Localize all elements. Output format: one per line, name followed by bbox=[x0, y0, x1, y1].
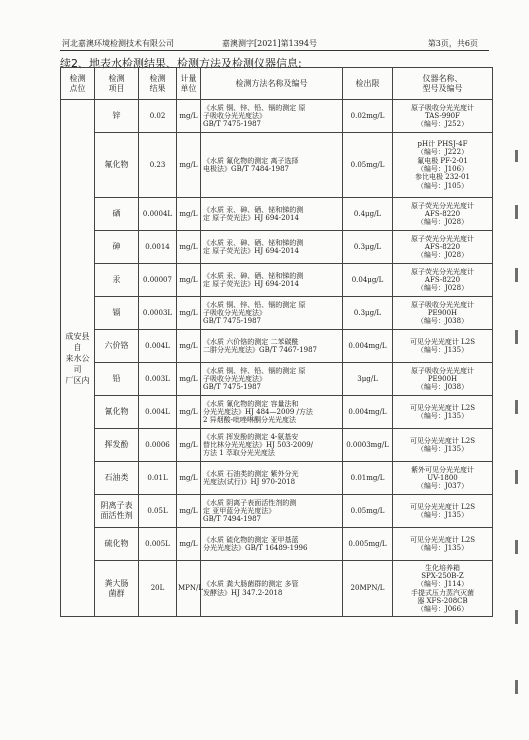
limit-cell: 0.01mg/L bbox=[343, 462, 393, 495]
item-cell: 石油类 bbox=[95, 462, 139, 495]
item-cell: 硒 bbox=[95, 198, 139, 231]
method-cell: 《水质 硫化物的测定 亚甲基蓝 分光光度法》GB/T 16489-1996 bbox=[201, 528, 343, 561]
limit-cell: 0.3μg/L bbox=[343, 231, 393, 264]
item-cell: 粪大肠 菌群 bbox=[95, 561, 139, 617]
table-row bbox=[61, 330, 493, 363]
unit-cell: mg/L bbox=[177, 264, 201, 297]
result-cell: 0.0014 bbox=[139, 231, 177, 264]
header-instrument: 仪器名称、 型号及编号 bbox=[393, 68, 493, 100]
result-cell: 0.003L bbox=[139, 363, 177, 396]
sampling-point: 成安县自 来水公司 厂区内 bbox=[61, 100, 95, 617]
result-cell: 0.02 bbox=[139, 100, 177, 133]
item-cell: 氟化物 bbox=[95, 133, 139, 198]
limit-cell: 20MPN/L bbox=[343, 561, 393, 617]
results-table bbox=[60, 67, 493, 617]
result-cell: 20L bbox=[139, 561, 177, 617]
table-row bbox=[61, 100, 493, 133]
item-cell: 砷 bbox=[95, 231, 139, 264]
instrument-cell: 原子吸收分光光度计 PE900H （编号：J038） bbox=[393, 297, 493, 330]
item-cell: 阴离子表 面活性剂 bbox=[95, 495, 139, 528]
result-cell: 0.005L bbox=[139, 528, 177, 561]
limit-cell: 0.005mg/L bbox=[343, 528, 393, 561]
item-cell: 挥发酚 bbox=[95, 429, 139, 462]
table-row bbox=[61, 561, 493, 617]
unit-cell: mg/L bbox=[177, 495, 201, 528]
header-item: 检测 项目 bbox=[95, 68, 139, 100]
method-cell: 《水质 粪大肠菌群的测定 多管 发酵法》HJ 347.2-2018 bbox=[201, 561, 343, 617]
instrument-cell: 原子吸收分光光度计 PE900H （编号：J038） bbox=[393, 363, 493, 396]
limit-cell: 0.05mg/L bbox=[343, 495, 393, 528]
instrument-cell: 原子荧光分光光度计 AFS-8220 （编号：J028） bbox=[393, 231, 493, 264]
unit-cell: mg/L bbox=[177, 363, 201, 396]
instrument-cell: 原子荧光分光光度计 AFS-8220 （编号：J028） bbox=[393, 198, 493, 231]
result-cell: 0.0003L bbox=[139, 297, 177, 330]
header-result: 检测 结果 bbox=[139, 68, 177, 100]
unit-cell: mg/L bbox=[177, 198, 201, 231]
instrument-cell: 可见分光光度计 L2S （编号：J135） bbox=[393, 528, 493, 561]
unit-cell: mg/L bbox=[177, 330, 201, 363]
table-header-row bbox=[61, 68, 493, 100]
instrument-cell: 可见分光光度计 L2S （编号：J135） bbox=[393, 396, 493, 429]
instrument-cell: 可见分光光度计 L2S （编号：J135） bbox=[393, 495, 493, 528]
section-title: 续2、地表水检测结果、检测方法及检测仪器信息: bbox=[60, 57, 302, 70]
result-cell: 0.004L bbox=[139, 330, 177, 363]
method-cell: 《水质 氰化物的测定 容量法和 分光光度法》HJ 484—2009 /方法 2 异烟酸-吡唑啉酮分光光度法 bbox=[201, 396, 343, 429]
result-cell: 0.0004L bbox=[139, 198, 177, 231]
method-cell: 《水质 铜、锌、铅、镉的测定 原 子吸收分光光度法》 GB/T 7475-1987 bbox=[201, 297, 343, 330]
limit-cell: 3μg/L bbox=[343, 363, 393, 396]
instrument-cell: pH计 PHSJ-4F （编号：J222） 氟电极 PF-2-01 （编号：J106） 参比电极 232-01 （编号：J105） bbox=[393, 133, 493, 198]
unit-cell: mg/L bbox=[177, 231, 201, 264]
result-cell: 0.05L bbox=[139, 495, 177, 528]
instrument-cell: 原子吸收分光光度计 TAS-990F （编号：J252） bbox=[393, 100, 493, 133]
scan-edge-mark bbox=[515, 680, 518, 694]
limit-cell: 0.004mg/L bbox=[343, 396, 393, 429]
result-cell: 0.004L bbox=[139, 396, 177, 429]
header-limit: 检出限 bbox=[343, 68, 393, 100]
instrument-cell: 原子荧光分光光度计 AFS-8220 （编号：J028） bbox=[393, 264, 493, 297]
instrument-cell: 可见分光光度计 L2S （编号：J135） bbox=[393, 330, 493, 363]
unit-cell: mg/L bbox=[177, 462, 201, 495]
table-row bbox=[61, 528, 493, 561]
item-cell: 硫化物 bbox=[95, 528, 139, 561]
header-point: 检测 点位 bbox=[61, 68, 95, 100]
limit-cell: 0.4μg/L bbox=[343, 198, 393, 231]
result-cell: 0.00007 bbox=[139, 264, 177, 297]
scan-edge-mark bbox=[515, 330, 518, 344]
limit-cell: 0.3μg/L bbox=[343, 297, 393, 330]
result-cell: 0.23 bbox=[139, 133, 177, 198]
limit-cell: 0.04μg/L bbox=[343, 264, 393, 297]
method-cell: 《水质 石油类的测定 紫外分光 光度法(试行)》HJ 970-2018 bbox=[201, 462, 343, 495]
result-cell: 0.0006 bbox=[139, 429, 177, 462]
unit-cell: mg/L bbox=[177, 133, 201, 198]
instrument-cell: 生化培养箱 SPX-250B-Z （编号：J114） 手提式压力蒸汽灭菌 器 XFS-208CB （编号：J066） bbox=[393, 561, 493, 617]
unit-cell: mg/L bbox=[177, 528, 201, 561]
header-unit: 计量 单位 bbox=[177, 68, 201, 100]
scan-edge-mark bbox=[515, 610, 518, 624]
method-cell: 《水质 汞、砷、硒、铋和锑的测 定 原子荧光法》HJ 694-2014 bbox=[201, 231, 343, 264]
limit-cell: 0.0003mg/L bbox=[343, 429, 393, 462]
scan-edge-mark bbox=[515, 268, 518, 282]
method-cell: 《水质 六价铬的测定 二苯碳酰 二肼分光光度法》GB/T 7467-1987 bbox=[201, 330, 343, 363]
method-cell: 《水质 汞、砷、硒、铋和锑的测 定 原子荧光法》HJ 694-2014 bbox=[201, 198, 343, 231]
limit-cell: 0.004mg/L bbox=[343, 330, 393, 363]
scan-edge-mark bbox=[515, 540, 518, 554]
method-cell: 《水质 铜、锌、铅、镉的测定 原 子吸收分光光度法》 GB/T 7475-1987 bbox=[201, 100, 343, 133]
item-cell: 镉 bbox=[95, 297, 139, 330]
scan-edge-mark bbox=[515, 470, 518, 484]
table-row bbox=[61, 264, 493, 297]
scan-edge-mark bbox=[515, 150, 518, 162]
item-cell: 汞 bbox=[95, 264, 139, 297]
item-cell: 六价铬 bbox=[95, 330, 139, 363]
result-cell: 0.01L bbox=[139, 462, 177, 495]
instrument-cell: 可见分光光度计 L2S （编号：J135） bbox=[393, 429, 493, 462]
header-divider bbox=[60, 50, 489, 51]
unit-cell: MPN/L bbox=[177, 561, 201, 617]
table-row bbox=[61, 396, 493, 429]
item-cell: 锌 bbox=[95, 100, 139, 133]
table-row bbox=[61, 462, 493, 495]
table-row bbox=[61, 429, 493, 462]
method-cell: 《水质 阴离子表面活性剂的测 定 亚甲蓝分光光度法》 GB/T 7494-1987 bbox=[201, 495, 343, 528]
header-method: 检测方法名称及编号 bbox=[201, 68, 343, 100]
page-indicator: 第3页，共6页 bbox=[427, 39, 478, 48]
table-row bbox=[61, 363, 493, 396]
limit-cell: 0.05mg/L bbox=[343, 133, 393, 198]
method-cell: 《水质 氟化物的测定 离子选择 电极法》GB/T 7484-1987 bbox=[201, 133, 343, 198]
item-cell: 氰化物 bbox=[95, 396, 139, 429]
method-cell: 《水质 挥发酚的测定 4-氨基安 替比林分光光度法》HJ 503-2009/ 方法 1 萃取分光光度法 bbox=[201, 429, 343, 462]
scan-edge-mark bbox=[515, 205, 518, 219]
instrument-cell: 紫外可见分光光度计 UV-1800 （编号：J037） bbox=[393, 462, 493, 495]
table-row bbox=[61, 231, 493, 264]
limit-cell: 0.02mg/L bbox=[343, 100, 393, 133]
unit-cell: mg/L bbox=[177, 396, 201, 429]
method-cell: 《水质 铜、锌、铅、镉的测定 原 子吸收分光光度法》 GB/T 7475-1987 bbox=[201, 363, 343, 396]
report-number: 嘉澳测字[2021]第1394号 bbox=[222, 39, 317, 48]
unit-cell: mg/L bbox=[177, 297, 201, 330]
table-row bbox=[61, 133, 493, 198]
unit-cell: mg/L bbox=[177, 100, 201, 133]
table-row bbox=[61, 495, 493, 528]
scan-edge-mark bbox=[515, 400, 518, 414]
table-row bbox=[61, 198, 493, 231]
unit-cell: mg/L bbox=[177, 429, 201, 462]
method-cell: 《水质 汞、砷、硒、铋和锑的测 定 原子荧光法》HJ 694-2014 bbox=[201, 264, 343, 297]
item-cell: 铅 bbox=[95, 363, 139, 396]
company-name: 河北嘉澳环境检测技术有限公司 bbox=[62, 39, 174, 48]
table-row bbox=[61, 297, 493, 330]
